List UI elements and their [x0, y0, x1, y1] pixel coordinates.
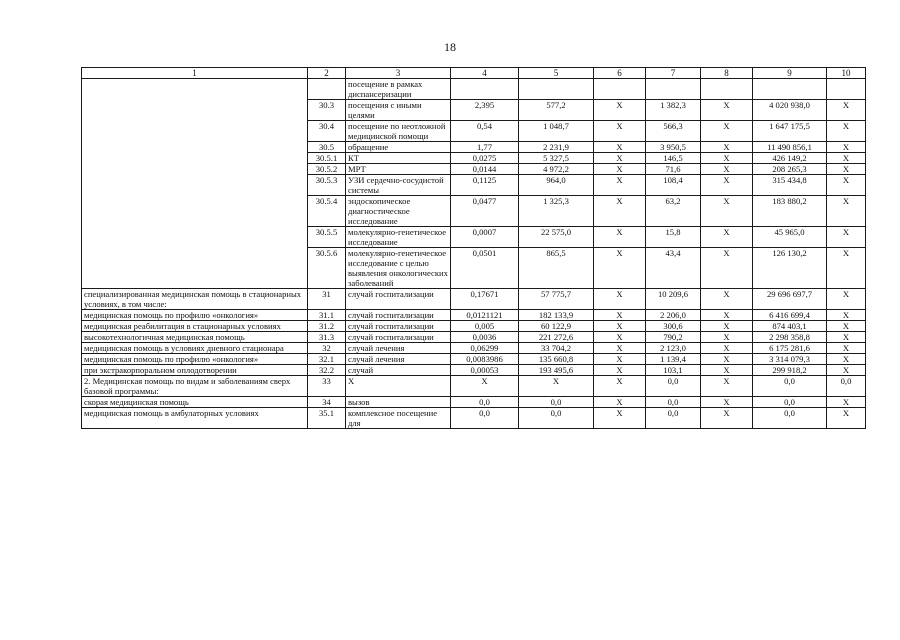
col4-value-cell: 0,0275: [451, 153, 519, 164]
col7-value-cell: 10 209,6: [646, 289, 701, 310]
table-row: [82, 175, 866, 196]
col9-value-cell: 6 416 699,4: [753, 310, 827, 321]
col8-value-cell: Х: [701, 289, 753, 310]
col8-value-cell: Х: [701, 142, 753, 153]
col8-value-cell: Х: [701, 164, 753, 175]
col5-value-cell: 57 775,7: [519, 289, 594, 310]
col6-value-cell: Х: [594, 408, 646, 429]
table-row: [82, 408, 866, 429]
col9-value-cell: 315 434,8: [753, 175, 827, 196]
col8-value-cell: Х: [701, 121, 753, 142]
header-cell: 5: [519, 68, 594, 79]
unit-cell: молекулярно-генетическое исследование с целью выявления онкологических заболеваний: [346, 248, 451, 289]
col6-value-cell: Х: [594, 164, 646, 175]
col7-value-cell: 0,0: [646, 397, 701, 408]
row-code-cell: 30.5.5: [308, 227, 346, 248]
row-code-cell: 31.1: [308, 310, 346, 321]
table-row: [82, 79, 866, 100]
data-table: [81, 67, 866, 429]
col4-value-cell: Х: [451, 376, 519, 397]
col10-value-cell: Х: [827, 332, 866, 343]
col4-value-cell: 0,17671: [451, 289, 519, 310]
col7-value-cell: 146,5: [646, 153, 701, 164]
col6-value-cell: Х: [594, 321, 646, 332]
table-row: [82, 397, 866, 408]
col6-value-cell: Х: [594, 343, 646, 354]
col9-value-cell: 3 314 079,3: [753, 354, 827, 365]
unit-cell: эндоскопическое диагностическое исследование: [346, 196, 451, 227]
col7-value-cell: 566,3: [646, 121, 701, 142]
col8-value-cell: Х: [701, 175, 753, 196]
row-description-cell: [82, 248, 308, 289]
table-row: [82, 354, 866, 365]
col10-value-cell: Х: [827, 343, 866, 354]
col6-value-cell: [594, 79, 646, 100]
col4-value-cell: 2,395: [451, 100, 519, 121]
row-description-cell: [82, 175, 308, 196]
col9-value-cell: 2 298 358,8: [753, 332, 827, 343]
col4-value-cell: 0,06299: [451, 343, 519, 354]
col4-value-cell: 0,1125: [451, 175, 519, 196]
row-code-cell: 30.5: [308, 142, 346, 153]
col5-value-cell: 577,2: [519, 100, 594, 121]
unit-cell: вызов: [346, 397, 451, 408]
row-description-cell: медицинская помощь по профилю «онкология»: [82, 354, 308, 365]
unit-cell: случай лечения: [346, 343, 451, 354]
table-row: [82, 164, 866, 175]
col4-value-cell: 0,0083986: [451, 354, 519, 365]
col10-value-cell: Х: [827, 365, 866, 376]
col7-value-cell: 108,4: [646, 175, 701, 196]
col7-value-cell: 43,4: [646, 248, 701, 289]
table-row: [82, 100, 866, 121]
header-cell: 4: [451, 68, 519, 79]
col7-value-cell: 3 950,5: [646, 142, 701, 153]
col6-value-cell: Х: [594, 397, 646, 408]
col8-value-cell: Х: [701, 397, 753, 408]
table-row: [82, 365, 866, 376]
col10-value-cell: Х: [827, 196, 866, 227]
col9-value-cell: 6 175 281,6: [753, 343, 827, 354]
col5-value-cell: 33 704,2: [519, 343, 594, 354]
header-cell: 2: [308, 68, 346, 79]
col9-value-cell: 426 149,2: [753, 153, 827, 164]
col6-value-cell: Х: [594, 332, 646, 343]
col4-value-cell: 0,0477: [451, 196, 519, 227]
col10-value-cell: Х: [827, 408, 866, 429]
col10-value-cell: Х: [827, 175, 866, 196]
col7-value-cell: 1 139,4: [646, 354, 701, 365]
unit-cell: случай госпитализации: [346, 289, 451, 310]
header-cell: 8: [701, 68, 753, 79]
col10-value-cell: Х: [827, 397, 866, 408]
col6-value-cell: Х: [594, 153, 646, 164]
col6-value-cell: Х: [594, 227, 646, 248]
col7-value-cell: 790,2: [646, 332, 701, 343]
col10-value-cell: 0,0: [827, 376, 866, 397]
col4-value-cell: 0,005: [451, 321, 519, 332]
col8-value-cell: Х: [701, 248, 753, 289]
col7-value-cell: 103,1: [646, 365, 701, 376]
col10-value-cell: Х: [827, 227, 866, 248]
col8-value-cell: Х: [701, 408, 753, 429]
col4-value-cell: 0,0: [451, 397, 519, 408]
col7-value-cell: 63,2: [646, 196, 701, 227]
page-number: 18: [444, 40, 456, 54]
row-description-cell: [82, 164, 308, 175]
col6-value-cell: Х: [594, 248, 646, 289]
table-row: [82, 248, 866, 289]
col4-value-cell: [451, 79, 519, 100]
col4-value-cell: 0,0036: [451, 332, 519, 343]
col8-value-cell: Х: [701, 227, 753, 248]
unit-cell: посещение по неотложной медицинской помощи: [346, 121, 451, 142]
unit-cell: случай лечения: [346, 354, 451, 365]
header-cell: 6: [594, 68, 646, 79]
col7-value-cell: 0,0: [646, 408, 701, 429]
row-code-cell: 32.1: [308, 354, 346, 365]
table-row: [82, 121, 866, 142]
row-description-cell: скорая медицинская помощь: [82, 397, 308, 408]
table-row: [82, 196, 866, 227]
table-header-row: [82, 68, 866, 79]
col8-value-cell: Х: [701, 321, 753, 332]
col10-value-cell: Х: [827, 354, 866, 365]
col8-value-cell: Х: [701, 153, 753, 164]
col7-value-cell: 1 382,3: [646, 100, 701, 121]
col7-value-cell: 300,6: [646, 321, 701, 332]
unit-cell: случай госпитализации: [346, 321, 451, 332]
col7-value-cell: 0,0: [646, 376, 701, 397]
col4-value-cell: 0,0007: [451, 227, 519, 248]
col10-value-cell: Х: [827, 142, 866, 153]
row-description-cell: [82, 227, 308, 248]
col5-value-cell: 221 272,6: [519, 332, 594, 343]
col6-value-cell: Х: [594, 310, 646, 321]
unit-cell: случай госпитализации: [346, 310, 451, 321]
row-code-cell: 35.1: [308, 408, 346, 429]
col9-value-cell: 0,0: [753, 397, 827, 408]
col5-value-cell: 4 972,2: [519, 164, 594, 175]
header-cell: 1: [82, 68, 308, 79]
table-row: [82, 321, 866, 332]
col6-value-cell: Х: [594, 121, 646, 142]
col8-value-cell: Х: [701, 376, 753, 397]
row-description-cell: [82, 153, 308, 164]
col6-value-cell: Х: [594, 142, 646, 153]
col9-value-cell: 4 020 938,0: [753, 100, 827, 121]
unit-cell: комплексное посещение для: [346, 408, 451, 429]
table-row: [82, 142, 866, 153]
col5-value-cell: 5 327,5: [519, 153, 594, 164]
col9-value-cell: 29 696 697,7: [753, 289, 827, 310]
table-row: [82, 227, 866, 248]
col9-value-cell: [753, 79, 827, 100]
col7-value-cell: 15,8: [646, 227, 701, 248]
col8-value-cell: [701, 79, 753, 100]
table-row: [82, 343, 866, 354]
row-description-cell: [82, 100, 308, 121]
col5-value-cell: 2 231,9: [519, 142, 594, 153]
col8-value-cell: Х: [701, 365, 753, 376]
unit-cell: молекулярно-генетическое исследование: [346, 227, 451, 248]
unit-cell: посещения с иными целями: [346, 100, 451, 121]
col8-value-cell: Х: [701, 196, 753, 227]
col6-value-cell: Х: [594, 376, 646, 397]
col6-value-cell: Х: [594, 354, 646, 365]
row-description-cell: [82, 79, 308, 100]
col7-value-cell: [646, 79, 701, 100]
col9-value-cell: 208 265,3: [753, 164, 827, 175]
col8-value-cell: Х: [701, 332, 753, 343]
col5-value-cell: 964,0: [519, 175, 594, 196]
col5-value-cell: 22 575,0: [519, 227, 594, 248]
col10-value-cell: Х: [827, 121, 866, 142]
header-cell: 9: [753, 68, 827, 79]
col6-value-cell: Х: [594, 289, 646, 310]
header-cell: 7: [646, 68, 701, 79]
col9-value-cell: 0,0: [753, 408, 827, 429]
row-code-cell: 30.5.2: [308, 164, 346, 175]
col9-value-cell: 299 918,2: [753, 365, 827, 376]
col5-value-cell: 135 660,8: [519, 354, 594, 365]
col4-value-cell: 0,0: [451, 408, 519, 429]
col5-value-cell: Х: [519, 376, 594, 397]
row-code-cell: [308, 79, 346, 100]
row-description-cell: 2. Медицинская помощь по видам и заболеваниям сверх базовой программы:: [82, 376, 308, 397]
col5-value-cell: 1 325,3: [519, 196, 594, 227]
col7-value-cell: 71,6: [646, 164, 701, 175]
header-cell: 10: [827, 68, 866, 79]
col6-value-cell: Х: [594, 365, 646, 376]
col9-value-cell: 0,0: [753, 376, 827, 397]
row-description-cell: медицинская реабилитация в стационарных условиях: [82, 321, 308, 332]
col9-value-cell: 1 647 175,5: [753, 121, 827, 142]
col4-value-cell: 0,00053: [451, 365, 519, 376]
col9-value-cell: 183 880,2: [753, 196, 827, 227]
table-row: [82, 153, 866, 164]
col5-value-cell: [519, 79, 594, 100]
row-description-cell: [82, 121, 308, 142]
row-code-cell: 30.5.3: [308, 175, 346, 196]
unit-cell: КТ: [346, 153, 451, 164]
col7-value-cell: 2 123,0: [646, 343, 701, 354]
row-description-cell: медицинская помощь в условиях дневного стационара: [82, 343, 308, 354]
col8-value-cell: Х: [701, 310, 753, 321]
row-code-cell: 30.5.4: [308, 196, 346, 227]
col5-value-cell: 1 048,7: [519, 121, 594, 142]
row-code-cell: 34: [308, 397, 346, 408]
col4-value-cell: 0,0144: [451, 164, 519, 175]
row-code-cell: 30.4: [308, 121, 346, 142]
col5-value-cell: 60 122,9: [519, 321, 594, 332]
row-description-cell: [82, 142, 308, 153]
row-description-cell: при экстракорпоральном оплодотворении: [82, 365, 308, 376]
row-description-cell: высокотехнологичная медицинская помощь: [82, 332, 308, 343]
row-code-cell: 31: [308, 289, 346, 310]
row-code-cell: 30.3: [308, 100, 346, 121]
row-code-cell: 31.2: [308, 321, 346, 332]
table-row: [82, 310, 866, 321]
col8-value-cell: Х: [701, 343, 753, 354]
col10-value-cell: Х: [827, 289, 866, 310]
col8-value-cell: Х: [701, 100, 753, 121]
row-description-cell: специализированная медицинская помощь в стационарных условиях, в том числе:: [82, 289, 308, 310]
unit-cell: Х: [346, 376, 451, 397]
col4-value-cell: 0,0501: [451, 248, 519, 289]
table-row: [82, 376, 866, 397]
unit-cell: посещение в рамках диспансеризации: [346, 79, 451, 100]
unit-cell: МРТ: [346, 164, 451, 175]
unit-cell: случай: [346, 365, 451, 376]
row-description-cell: [82, 196, 308, 227]
col8-value-cell: Х: [701, 354, 753, 365]
col4-value-cell: 0,54: [451, 121, 519, 142]
row-code-cell: 31.3: [308, 332, 346, 343]
col5-value-cell: 0,0: [519, 397, 594, 408]
col9-value-cell: 874 403,1: [753, 321, 827, 332]
col10-value-cell: Х: [827, 310, 866, 321]
unit-cell: УЗИ сердечно-сосудистой системы: [346, 175, 451, 196]
header-cell: 3: [346, 68, 451, 79]
col5-value-cell: 865,5: [519, 248, 594, 289]
col9-value-cell: 45 965,0: [753, 227, 827, 248]
col10-value-cell: [827, 79, 866, 100]
col5-value-cell: 182 133,9: [519, 310, 594, 321]
col10-value-cell: Х: [827, 153, 866, 164]
col10-value-cell: Х: [827, 321, 866, 332]
col4-value-cell: 0,0121121: [451, 310, 519, 321]
col10-value-cell: Х: [827, 164, 866, 175]
col5-value-cell: 193 495,6: [519, 365, 594, 376]
col7-value-cell: 2 206,0: [646, 310, 701, 321]
table-row: [82, 332, 866, 343]
row-description-cell: медицинская помощь в амбулаторных условиях: [82, 408, 308, 429]
col4-value-cell: 1,77: [451, 142, 519, 153]
unit-cell: случай госпитализации: [346, 332, 451, 343]
row-description-cell: медицинская помощь по профилю «онкология»: [82, 310, 308, 321]
col6-value-cell: Х: [594, 196, 646, 227]
col6-value-cell: Х: [594, 175, 646, 196]
col9-value-cell: 11 490 856,1: [753, 142, 827, 153]
row-code-cell: 32.2: [308, 365, 346, 376]
row-code-cell: 30.5.1: [308, 153, 346, 164]
unit-cell: обращение: [346, 142, 451, 153]
col5-value-cell: 0,0: [519, 408, 594, 429]
row-code-cell: 33: [308, 376, 346, 397]
col9-value-cell: 126 130,2: [753, 248, 827, 289]
col6-value-cell: Х: [594, 100, 646, 121]
row-code-cell: 30.5.6: [308, 248, 346, 289]
col10-value-cell: Х: [827, 248, 866, 289]
row-code-cell: 32: [308, 343, 346, 354]
col10-value-cell: Х: [827, 100, 866, 121]
table-row: [82, 289, 866, 310]
